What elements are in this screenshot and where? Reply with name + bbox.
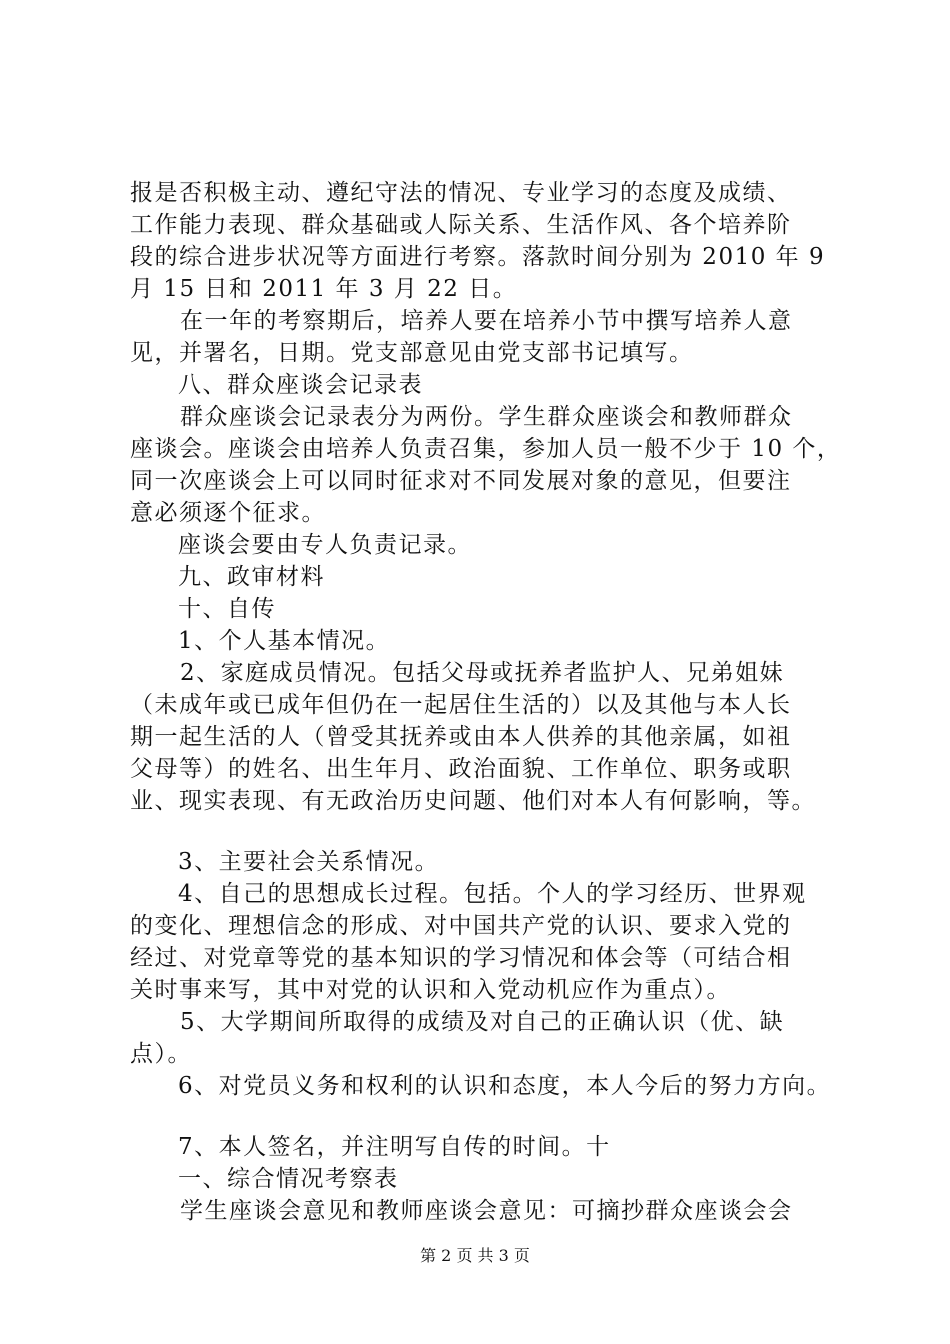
text-line: 段的综合进步状况等方面进行考察。落款时间分别为 2010 年 9: [130, 244, 826, 270]
text-line: 意必须逐个征求。: [130, 500, 326, 526]
list-item: 3、主要社会关系情况。: [178, 849, 440, 875]
list-item: 1、个人基本情况。: [178, 628, 391, 654]
text-line: 学生座谈会意见和教师座谈会意见：可摘抄群众座谈会会: [180, 1198, 793, 1224]
text-line: 期一起生活的人（曾受其抚养或由本人供养的其他亲属，如祖: [130, 724, 792, 750]
text-line: 见，并署名，日期。党支部意见由党支部书记填写。: [130, 340, 694, 366]
list-item: 5、大学期间所取得的成绩及对自己的正确认识（优、缺: [180, 1009, 785, 1035]
list-item: 6、对党员义务和权利的认识和态度，本人今后的努力方向。: [178, 1073, 832, 1099]
section-heading: 十、自传: [178, 596, 276, 622]
text-line: 点）。: [130, 1041, 192, 1067]
list-item: 2、家庭成员情况。包括父母或抚养者监护人、兄弟姐妹: [180, 660, 785, 686]
text-line: 工作能力表现、群众基础或人际关系、生活作风、各个培养阶: [130, 212, 792, 238]
text-line: （未成年或已成年但仍在一起居住生活的）以及其他与本人长: [130, 692, 792, 718]
text-line: 业、现实表现、有无政治历史问题、他们对本人有何影响，等。: [130, 788, 816, 814]
text-line: 父母等）的姓名、出生年月、政治面貌、工作单位、职务或职: [130, 756, 792, 782]
text-line: 座谈会要由专人负责记录。: [178, 532, 472, 558]
text-line: 的变化、理想信念的形成、对中国共产党的认识、要求入党的: [130, 913, 792, 939]
text-line: 报是否积极主动、遵纪守法的情况、专业学习的态度及成绩、: [130, 180, 792, 206]
page-number-footer: 第 2 页 共 3 页: [420, 1246, 530, 1265]
section-heading: 九、政审材料: [178, 564, 325, 590]
text-line: 关时事来写，其中对党的认识和入党动机应作为重点）。: [130, 977, 731, 1003]
text-line: 同一次座谈会上可以同时征求对不同发展对象的意见，但要注: [130, 468, 792, 494]
text-line: 在一年的考察期后，培养人要在培养小节中撰写培养人意: [180, 308, 793, 334]
section-heading: 八、群众座谈会记录表: [178, 372, 423, 398]
list-item: 4、自己的思想成长过程。包括。个人的学习经历、世界观: [178, 881, 807, 907]
text-line: 经过、对党章等党的基本知识的学习情况和体会等（可结合相: [130, 945, 792, 971]
text-line: 群众座谈会记录表分为两份。学生群众座谈会和教师群众: [180, 404, 793, 430]
list-item: 7、本人签名，并注明写自传的时间。十: [178, 1134, 611, 1160]
section-heading: 一、综合情况考察表: [178, 1166, 399, 1192]
text-line: 座谈会。座谈会由培养人负责召集，参加人员一般不少于 10 个，: [130, 436, 842, 462]
text-line: 月 15 日和 2011 年 3 月 22 日。: [130, 276, 518, 302]
